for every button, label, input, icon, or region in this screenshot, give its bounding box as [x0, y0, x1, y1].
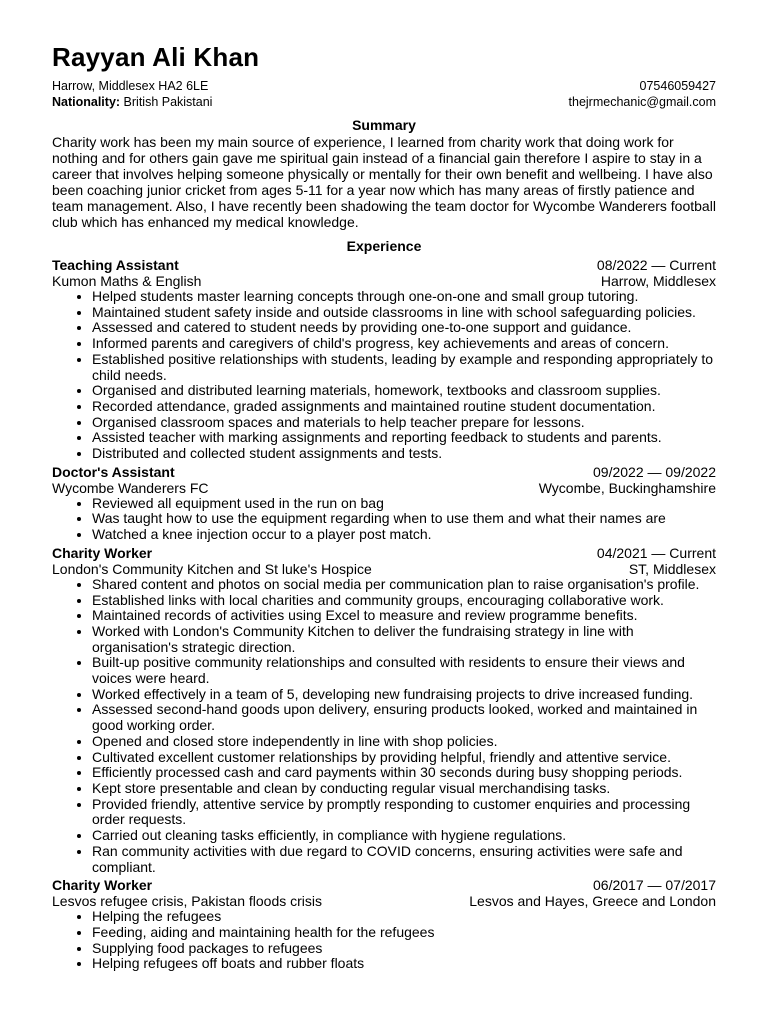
job-bullets [52, 289, 716, 462]
bullet-item: • Assessed second-hand goods upon delivery, ensuring products looked, worked and maintained in good working order. [92, 702, 716, 733]
job-entry [52, 464, 716, 543]
bullet-item: • Carried out cleaning tasks efficiently, in compliance with hygiene regulations. [92, 828, 716, 844]
job-location: ST, Middlesex [628, 560, 716, 577]
bullet-item: • Established links with local charities and community groups, encouraging collaborative work. [92, 593, 716, 609]
bullet-item: • Organised classroom spaces and materials to help teacher prepare for lessons. [92, 415, 716, 431]
bullet-item: • Ran community activities with due regard to COVID concerns, ensuring activities were safe and compliant. [92, 844, 716, 875]
bullet-item: • Recorded attendance, graded assignments and maintained routine student documentation. [92, 399, 716, 415]
job-dates: 06/2017 — 07/2017 [593, 877, 716, 894]
nationality-value: British Pakistani [120, 95, 213, 109]
email: thejrmechanic@gmail.com [568, 95, 716, 109]
job-title-row [52, 877, 716, 893]
job-employer-row [52, 480, 716, 496]
experience-list [52, 257, 716, 972]
job-entry [52, 257, 716, 462]
job-dates: 04/2021 — Current [596, 544, 716, 561]
job-employer-row [52, 561, 716, 577]
job-dates: 08/2022 — Current [596, 257, 716, 273]
bullet-item: • Maintained records of activities using Excel to measure and review programme benefits. [92, 608, 716, 624]
bullet-item: • Provided friendly, attentive service by promptly responding to customer enquiries and processing order requests. [92, 797, 716, 828]
bullet-item: • Informed parents and caregivers of child's progress, key achievements and areas of concern. [92, 336, 716, 352]
job-location: Harrow, Middlesex [600, 273, 716, 289]
job-entry [52, 877, 716, 972]
address: Harrow, Middlesex HA2 6LE [52, 79, 209, 93]
job-employer: Lesvos refugee crisis, Pakistan floods crisis [52, 893, 322, 910]
job-bullets [52, 496, 716, 543]
job-employer: London's Community Kitchen and St luke's Hospice [52, 560, 372, 577]
bullet-item: • Helped students master learning concepts through one-on-one and small group tutoring. [92, 289, 716, 305]
job-employer-row [52, 273, 716, 289]
bullet-item: • Helping the refugees [92, 909, 716, 925]
bullet-item: • Efficiently processed cash and card payments within 30 seconds during busy shopping periods. [92, 765, 716, 781]
bullet-item: • Assessed and catered to student needs by providing one-to-one support and guidance. [92, 320, 716, 336]
job-employer-row [52, 893, 716, 909]
bullet-item: • Reviewed all equipment used in the run on bag [92, 496, 716, 512]
bullet-item: • Assisted teacher with marking assignments and reporting feedback to students and parents. [92, 430, 716, 446]
job-location: Wycombe, Buckinghamshire [538, 479, 716, 496]
job-employer: Kumon Maths & English [52, 273, 202, 289]
candidate-name: Rayyan Ali Khan [52, 42, 260, 72]
bullet-item: • Opened and closed store independently in line with shop policies. [92, 734, 716, 750]
bullet-item: • Kept store presentable and clean by conducting regular visual merchandising tasks. [92, 781, 716, 797]
bullet-item: • Worked effectively in a team of 5, developing new fundraising projects to drive increased funding. [92, 687, 716, 703]
phone: 07546059427 [639, 79, 716, 93]
summary-heading: Summary [352, 117, 416, 133]
bullet-item: • Maintained student safety inside and outside classrooms in line with school safeguarding policies. [92, 305, 716, 321]
nationality-label: Nationality: [52, 95, 121, 109]
job-title-row [52, 257, 716, 273]
bullet-item: • Distributed and collected student assignments and tests. [92, 446, 716, 462]
job-title: Teaching Assistant [52, 257, 179, 273]
bullet-item: • Organised and distributed learning materials, homework, textbooks and classroom supplies. [92, 383, 716, 399]
job-bullets [52, 577, 716, 875]
job-title: Charity Worker [52, 877, 153, 894]
bullet-item: • Supplying food packages to refugees [92, 941, 716, 957]
bullet-item: • Shared content and photos on social media per communication plan to raise organisation's profile. [92, 577, 716, 593]
bullet-item: • Established positive relationships with students, leading by example and responding appropriately to child needs. [92, 352, 716, 383]
job-location: Lesvos and Hayes, Greece and London [469, 893, 716, 910]
job-entry [52, 545, 716, 875]
job-employer: Wycombe Wanderers FC [52, 479, 209, 496]
bullet-item: • Watched a knee injection occur to a player post match. [92, 527, 716, 543]
summary-text: Charity work has been my main source of experience, I learned from charity work that doing work for nothing and for others gain gave me spiritual gain instead of a financial gain therefore I aspire to stay in a career that involves helping someone physically or mentally for their own benefit and wellbeing. I have also been coaching junior cricket from ages 5-11 for a year now which has many areas of firstly patience and team management. Also, I have recently been shadowing the team doctor for Wycombe Wanderers football club which has enhanced my medical knowledge. [52, 134, 716, 230]
bullet-item: • Helping refugees off boats and rubber floats [92, 956, 716, 972]
job-title: Doctor's Assistant [52, 463, 175, 480]
job-dates: 09/2022 — 09/2022 [593, 463, 716, 480]
nationality [52, 94, 212, 110]
bullet-item: • Cultivated excellent customer relationships by providing helpful, friendly and attentive service. [92, 750, 716, 766]
contact-row-1 [52, 78, 716, 94]
job-title-row [52, 545, 716, 561]
bullet-item: • Feeding, aiding and maintaining health for the refugees [92, 925, 716, 941]
job-title: Charity Worker [52, 544, 153, 561]
contact-row-2 [52, 94, 716, 110]
experience-heading: Experience [346, 238, 422, 254]
bullet-item: • Built-up positive community relationships and consulted with residents to ensure their views and voices were heard. [92, 655, 716, 686]
bullet-item: • Worked with London's Community Kitchen to deliver the fundraising strategy in line with organisation's strategic direction. [92, 624, 716, 655]
job-bullets [52, 909, 716, 972]
bullet-item: • Was taught how to use the equipment regarding when to use them and what their names are [92, 511, 716, 527]
job-title-row [52, 464, 716, 480]
